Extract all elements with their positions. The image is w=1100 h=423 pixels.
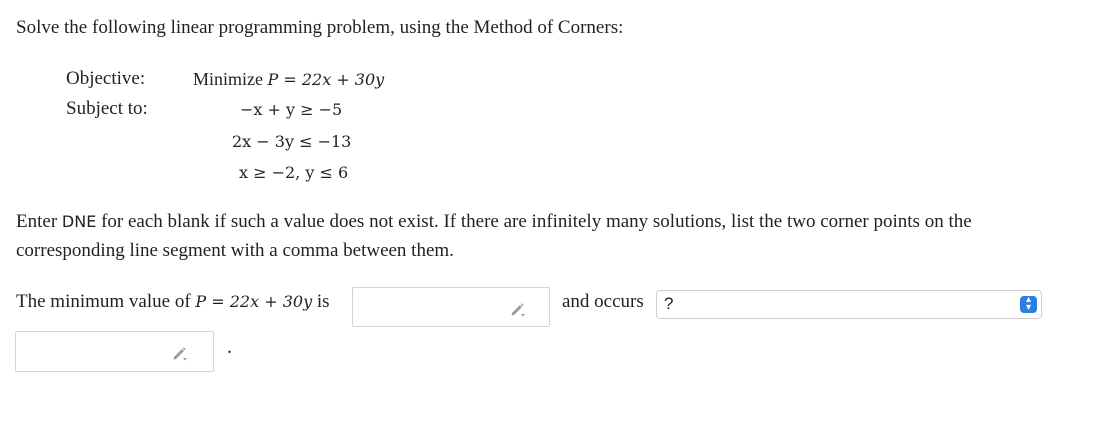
constraint-2: 2x − 3y ≤ −13 (232, 132, 352, 151)
answer-sentence (16, 291, 330, 313)
constraint-3: x ≥ −2, y ≤ 6 (239, 163, 349, 182)
answer-suffix: is (312, 291, 330, 312)
answer-expression: P = 22x + 30y (195, 292, 313, 311)
occurs-select-value: ? (664, 294, 674, 313)
subject-to-label: Subject to: (66, 98, 148, 119)
objective-expression: P = 22x + 30y (267, 70, 385, 89)
instructions-after: for each blank if such a value does not exist. If there are infinitely many solutions, list the two corner points on the corresponding line segment with a comma between them. (16, 211, 972, 261)
pencil-icon[interactable] (171, 344, 189, 362)
instructions (16, 207, 1056, 265)
answer-prefix: The minimum value of (16, 291, 196, 312)
objective-function (193, 69, 384, 90)
objective-word: Minimize (193, 69, 263, 89)
problem-prompt: Solve the following linear programming problem, using the Method of Corners: (16, 17, 624, 38)
dne-keyword: DNE (61, 212, 97, 231)
instructions-before: Enter (16, 211, 62, 232)
constraint-1: −x + y ≥ −5 (240, 100, 343, 119)
min-value-input[interactable] (352, 287, 550, 327)
objective-label: Objective: (66, 68, 146, 89)
and-occurs-label: and occurs (562, 291, 644, 312)
pencil-icon[interactable] (509, 300, 527, 318)
sentence-period: . (227, 336, 232, 358)
up-down-chevron-icon[interactable]: ▴ ▾ (1020, 296, 1037, 313)
occurs-select[interactable] (656, 290, 1042, 319)
point-input[interactable] (15, 331, 214, 372)
